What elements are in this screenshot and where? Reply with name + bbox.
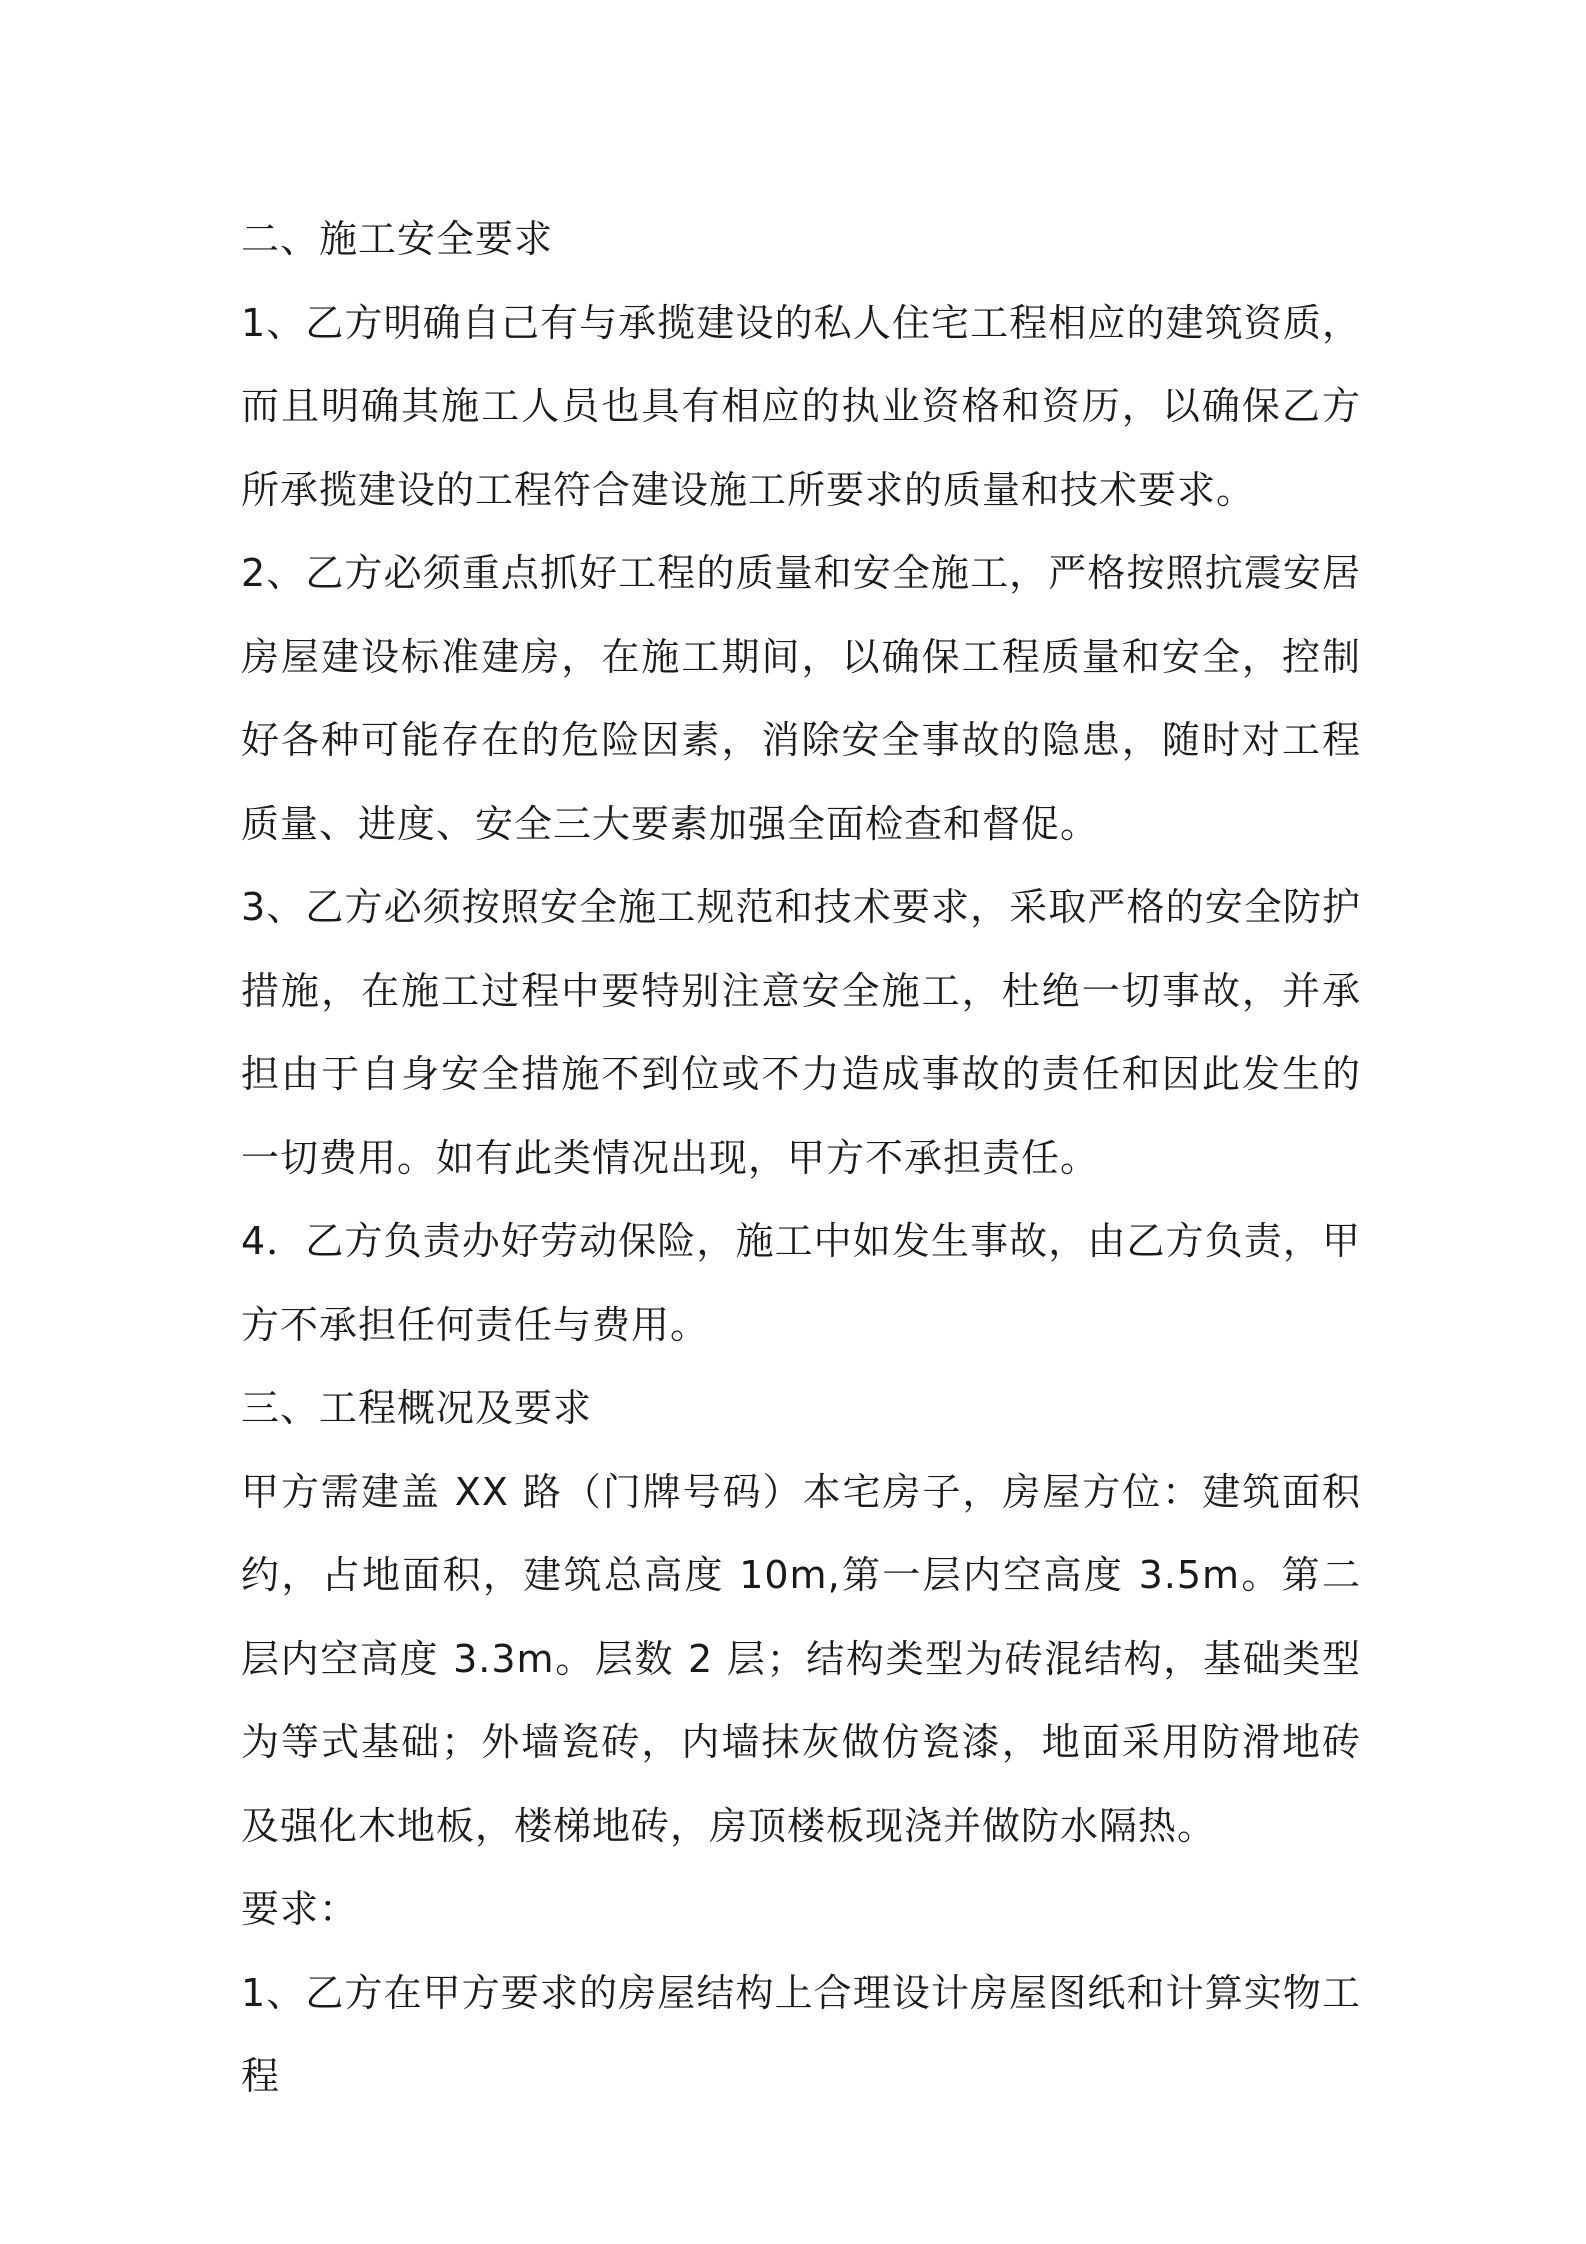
clause-safety-2: 2、乙方必须重点抓好工程的质量和安全施工，严格按照抗震安居房屋建设标准建房，在施工期间，以确保工程质量和安全，控制好各种可能存在的危险因素，消除安全事故的隐患，随时对工程质量、进度、安全三大要素加强全面检查和督促。	[241, 551, 1361, 846]
requirement-1: 1、乙方在甲方要求的房屋结构上合理设计房屋图纸和计算实物工程	[241, 1970, 1361, 2098]
clause-safety-1: 1、乙方明确自己有与承揽建设的私人住宅工程相应的建筑资质，而且明确其施工人员也具有相应的执业资格和资历，以确保乙方所承揽建设的工程符合建设施工所要求的质量和技术要求。	[241, 300, 1361, 512]
section-heading-safety: 二、施工安全要求	[241, 217, 554, 261]
project-description: 甲方需建盖 XX 路（门牌号码）本宅房子，房屋方位：建筑面积约，占地面积，建筑总高度 10m,第一层内空高度 3.5m。第二层内空高度 3.3m。层数 2 层；结构类型为砖混结构，基础类型为等式基础；外墙瓷砖，内墙抹灰做仿瓷漆，地面采用防滑地砖及强化木地板，楼梯地砖，房顶楼板现浇并做防水隔热。	[241, 1469, 1361, 1848]
clause-safety-4: 4．乙方负责办好劳动保险，施工中如发生事故，由乙方负责，甲方不承担任何责任与费用。	[241, 1219, 1361, 1347]
requirements-label: 要求：	[241, 1887, 359, 1931]
clause-safety-3: 3、乙方必须按照安全施工规范和技术要求，采取严格的安全防护措施，在施工过程中要特别注意安全施工，杜绝一切事故，并承担由于自身安全措施不到位或不力造成事故的责任和因此发生的一切费用。如有此类情况出现，甲方不承担责任。	[241, 885, 1361, 1180]
section-heading-project-overview: 三、工程概况及要求	[241, 1386, 593, 1430]
document-body	[241, 198, 1361, 2119]
